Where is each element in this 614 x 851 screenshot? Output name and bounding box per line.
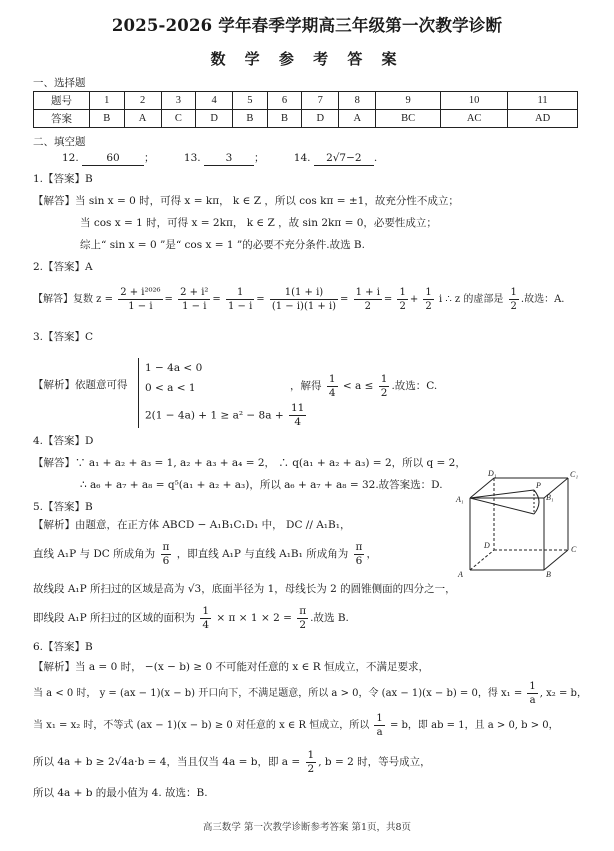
p2-answer: 2.【答案】A (33, 261, 93, 273)
p4-line-2: ∴ a₆ + a₇ + a₈ = q⁵(a₁ + a₂ + a₃)，所以 a₆ + a₇ + a₈ = 32.故答案选：D. (80, 479, 443, 491)
q12-answer: 60 (82, 151, 144, 166)
section-heading-fill: 二、填空题 (33, 136, 86, 148)
section-heading-choice: 一、选择题 (33, 77, 86, 89)
p4-answer: 4.【答案】D (33, 435, 94, 447)
p1-line-3: 综上“ sin x = 0 ”是“ cos x = 1 ”的必要不充分条件.故选 B. (80, 239, 365, 251)
p6-line-4: 所以 4a + b ≥ 2√4a·b = 4，当且仅当 4a = b，即 a = $\frac{1}{2}$ , b = 2 时，等号成立， (33, 748, 431, 775)
p3-result: ，解得 $\frac{1}{4}$ < a ≤ $\frac{1}{2}$ .故选：C. (290, 372, 438, 399)
label-b: B (546, 570, 551, 579)
p3-system-row-3: 2(1 − 4a) + 1 ≥ a² − 8a + $\frac{11}{4}$ (145, 402, 305, 428)
q12-label: 12. (62, 152, 79, 164)
page-subtitle: 数 学 参 考 答 案 (210, 50, 404, 68)
table-cell: D (196, 110, 233, 128)
table-cell: 1 (90, 92, 125, 110)
q13-label: 13. (183, 152, 201, 164)
p2-fraction-4: $\frac{1(1 + i)}{(1 - i)(1 + i)}$ (271, 287, 337, 312)
table-cell: 10 (441, 92, 508, 110)
p6-answer: 6.【答案】B (33, 641, 93, 653)
table-cell: 11 (508, 92, 578, 110)
label-a1: A₁ (456, 495, 464, 504)
cube-figure (452, 470, 582, 580)
p2-fraction-7: $\frac{1}{2}$ (425, 287, 432, 312)
table-cell: 2 (124, 92, 161, 110)
p2-prefix: 【解答】复数 z = (33, 294, 114, 305)
p1-line-2: 当 cos x = 1 时，可得 x = 2kπ， k ∈ Z ，故 sin 2kπ = 0，必要性成立； (80, 217, 437, 229)
table-cell: B (233, 110, 268, 128)
p1-line-1: 【解答】当 sin x = 0 时，可得 x = kπ， k ∈ Z ，所以 cos kπ = ±1，故充分性不成立； (33, 195, 459, 207)
p2-solution: 【解答】复数 z = $\frac{\text{2 + i²⁰²⁶}}{1 - i}$ = $\frac{\text{2 + i²}}{1 - i}$ = $\frac{1}{1 - i}$ = $\frac{1(1 + i)}{(1 - i)(1 + i)}$ = $\frac{1 + i}{2}$ = $\frac{1}{2}$ + $\frac{1}{2}$ i ∴ z 的虚部是 $\frac{1}{2}$ .故选：A. (33, 287, 565, 312)
p6-line-3: 当 x₁ = x₂ 时，不等式 (ax − 1)(x − b) ≥ 0 对任意的 x ∈ R 恒成立，所以 $\frac{1}{a}$ = b，即 ab = 1，且 a > 0, b > 0， (33, 713, 559, 738)
p3-system-row-1: 1 − 4a < 0 (145, 362, 203, 374)
label-d1: D₁ (488, 470, 497, 478)
table-cell: 7 (302, 92, 339, 110)
p1-answer: 1.【答案】B (33, 173, 93, 185)
table-cell: AD (508, 110, 578, 128)
table-cell: 4 (196, 92, 233, 110)
p6-line-1: 【解析】当 a = 0 时， −(x − b) ≥ 0 不可能对任意的 x ∈ R 恒成立，不满足要求， (33, 661, 429, 673)
p5-answer: 5.【答案】B (33, 501, 93, 513)
table-cell: 6 (267, 92, 302, 110)
table-cell: 8 (339, 92, 376, 110)
answer-table (33, 91, 578, 128)
table-cell: 9 (376, 92, 441, 110)
label-b1: B₁ (546, 493, 554, 502)
table-cell: 3 (161, 92, 196, 110)
row-label: 答案 (34, 110, 90, 128)
p5-line-1: 【解析】由题意，在正方体 ABCD − A₁B₁C₁D₁ 中， DC // A₁B₁， (33, 519, 351, 531)
fill-answers-row: 12. 60 ； 13. 3 ； 14. 2√7−2 . (62, 152, 378, 164)
label-c1: C₁ (570, 470, 579, 479)
p6-line-2: 当 a < 0 时， y = (ax − 1)(x − b) 开口向下，不满足题意，所以 a > 0，令 (ax − 1)(x − b) = 0，得 x₁ = $\frac{1}{a}$ , x₂ = b， (33, 681, 587, 706)
p4-line-1: 【解答】∵ a₁ + a₂ + a₃ = 1, a₂ + a₃ + a₄ = 2， ∴ q(a₁ + a₂ + a₃) = 2，所以 q = 2， (33, 457, 466, 469)
label-a: A (458, 570, 463, 579)
p5-line-3: 故线段 A₁P 所扫过的区域是高为 √3，底面半径为 1，母线长为 2 的圆锥侧面的四分之一， (33, 583, 456, 595)
table-cell: D (302, 110, 339, 128)
table-cell: B (267, 110, 302, 128)
table-cell: C (161, 110, 196, 128)
p5-line-2: 直线 A₁P 与 DC 所成角为 $\frac{\pi}{6}$ ，即直线 A₁P 与直线 A₁B₁ 所成角为 $\frac{\pi}{6}$ ， (33, 540, 377, 567)
p6-line-5: 所以 4a + b 的最小值为 4. 故选：B. (33, 787, 208, 799)
table-cell: AC (441, 110, 508, 128)
p2-fraction-3: $\frac{1}{1 - i}$ (227, 287, 253, 312)
p2-mid: i ∴ z 的虚部是 (438, 294, 504, 305)
p5-line-4: 即线段 A₁P 所扫过的区域的面积为 $\frac{1}{4}$ × π × 1 × 2 = $\frac{\pi}{2}$ .故选 B. (33, 604, 349, 631)
page-footer: 高三数学 第一次教学诊断参考答案 第1页，共8页 (202, 822, 412, 833)
row-label: 题号 (34, 92, 90, 110)
p3-answer: 3.【答案】C (33, 331, 94, 343)
p2-fraction-8: $\frac{1}{2}$ (510, 287, 517, 312)
table-cell: B (90, 110, 125, 128)
label-c: C (571, 545, 577, 554)
q14-answer: 2√7−2 (314, 151, 374, 166)
table-cell: BC (376, 110, 441, 128)
p2-suffix: .故选：A. (520, 294, 565, 305)
p3-solve: ，解得 (290, 380, 322, 392)
p2-fraction-1: $\frac{\text{2 + i²⁰²⁶}}{1 - i}$ (120, 287, 161, 312)
p2-fraction-2: $\frac{\text{2 + i²}}{1 - i}$ (180, 287, 209, 312)
q14-label: 14. (293, 152, 311, 164)
p2-fraction-6: $\frac{1}{2}$ (399, 287, 406, 312)
label-d: D (484, 541, 490, 550)
p3-system-row-2: 0 < a < 1 (145, 382, 196, 394)
p3-inequality-system (138, 358, 305, 428)
q13-answer: 3 (204, 151, 254, 166)
table-cell: A (339, 110, 376, 128)
p2-fraction-5: $\frac{1 + i}{2}$ (355, 287, 380, 312)
table-row-answers (34, 110, 578, 128)
page-title: 2025-2026 学年春季学期高三年级第一次教学诊断 (111, 16, 503, 35)
table-cell: A (124, 110, 161, 128)
table-cell: 5 (233, 92, 268, 110)
p3-prefix: 【解析】依题意可得 (33, 379, 128, 391)
label-p: P (536, 481, 541, 490)
table-row-numbers (34, 92, 578, 110)
